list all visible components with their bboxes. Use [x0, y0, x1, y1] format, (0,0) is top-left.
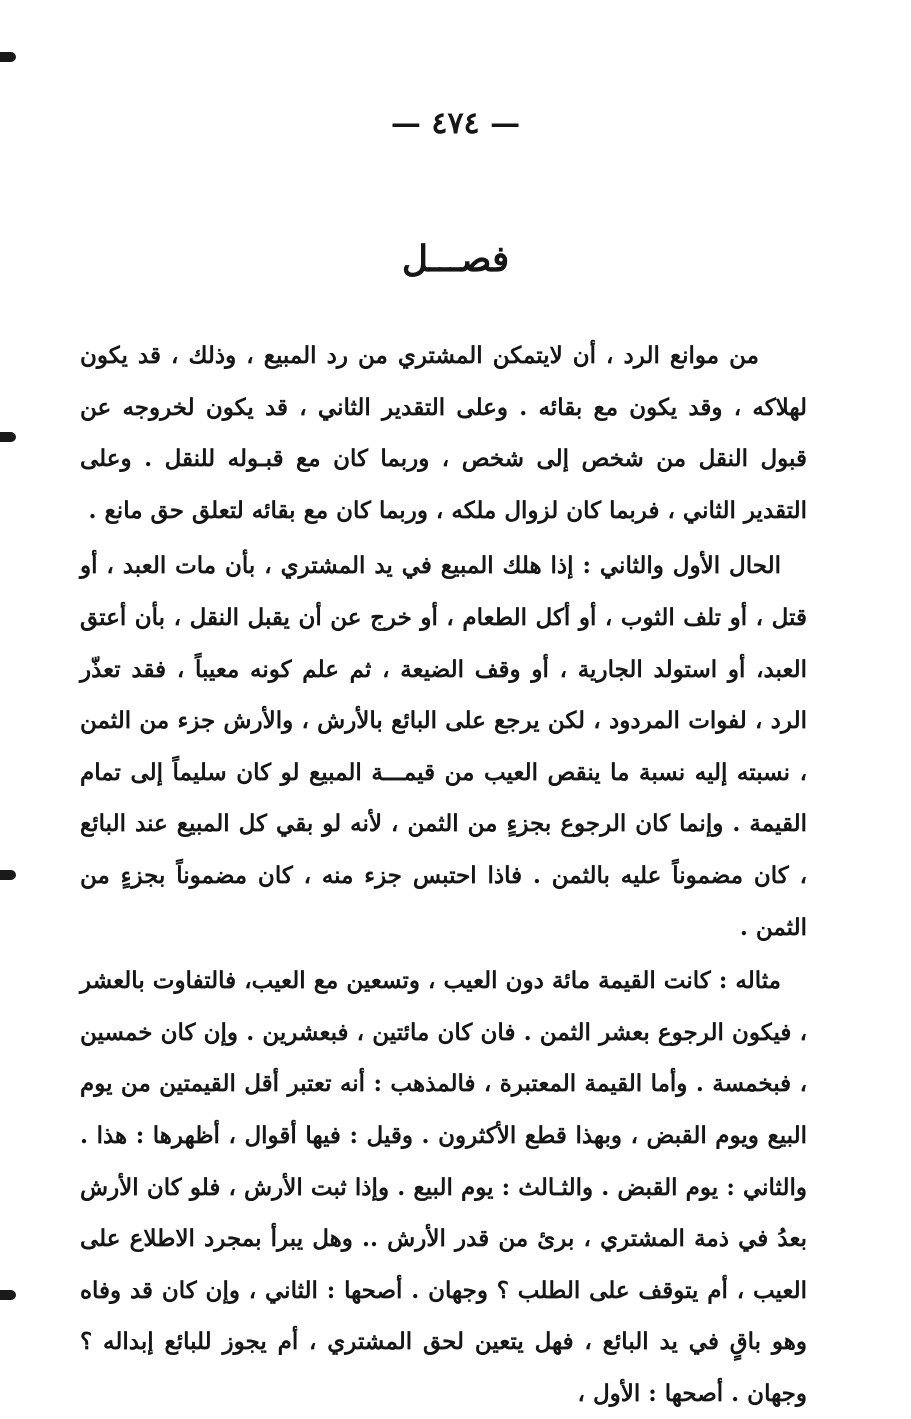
paragraph: [80, 330, 807, 536]
scan-edge-mark: [0, 870, 16, 880]
body-text: [80, 330, 807, 1419]
scan-edge-mark: [0, 52, 16, 62]
page-number: — ٤٧٤ —: [390, 106, 521, 141]
paragraph: [80, 955, 807, 1419]
paragraph-lead: الحال الأول والثاني: [599, 552, 782, 580]
paragraph-text: مثاله : كانت القيمة مائة دون العيب ، وتسعين مع العيب، فالتفاوت بالعشر ، فيكون الرجوع بعشر الثمن . فان كان مائتين ، فبعشرين . وإن كان خمسين ، فبخمسة . وأما القيمة المعتبرة ، فالمذهب : أنه تعتبر أقل القيمتين من يوم البيع ويوم القبض ، وبهذا قطع الأكثرون . وقيل : فيها أقوال ، أظهرها : هذا . والثاني : يوم القبض . والثـالث : يوم البيع . وإذا ثبت الأرش ، فلو كان الأرش بعدُ في ذمة المشتري ، برئ من قدر الأرش .. وهل يبرأ بمجرد الاطلاع على العيب ، أم يتوقف على الطلب ؟ وجهان . أصحها : الثاني ، وإن كان قد وفاه وهو باقٍ في يد البائع ، فهل يتعين لحق المشتري ، أم يجوز للبائع إبداله ؟ وجهان . أصحها : الأول ،: [80, 967, 807, 1407]
section-title: فصـــل: [401, 238, 510, 280]
paragraph-text: من موانع الرد ، أن لايتمكن المشتري من رد المبيع ، وذلك ، قد يكون لهلاكه ، وقد يكون مع بقائه . وعلى التقدير الثاني ، قد يكون لخروجه عن قبول النقل من شخص إلى شخص ، وربما كان مع قبـوله للنقل . وعلى التقدير الثاني ، فربما كان لزوال ملكه ، وربما كان مع بقائه لتعلق حق مانع .: [80, 342, 807, 524]
paragraph: [80, 540, 807, 953]
paragraph-text: : إذا هلك المبيع في يد المشتري ، بأن مات العبد ، أو قتل ، أو تلف الثوب ، أو أكل الطعام ، أو خرج عن أن يقبل النقل ، بأن أعتق العبد، أو استولد الجارية ، أو وقف الضيعة ، ثم علم كونه معيباً ، فقد تعذّر الرد ، لفوات المردود ، لكن يرجع على البائع بالأرش ، والأرش جزء من الثمن ، نسبته إليه نسبة ما ينقص العيب من قيمـــة المبيع لو كان سليماً إلى تمام القيمة . وإنما كان الرجوع بجزءٍ من الثمن ، لأنه لو بقي كل المبيع عند البائع ، كان مضموناً عليه بالثمن . فاذا احتبس جزء منه ، كان مضموناً بجزءٍ من الثمن .: [80, 552, 807, 941]
scan-edge-mark: [0, 432, 16, 442]
scan-edge-mark: [0, 1290, 16, 1300]
